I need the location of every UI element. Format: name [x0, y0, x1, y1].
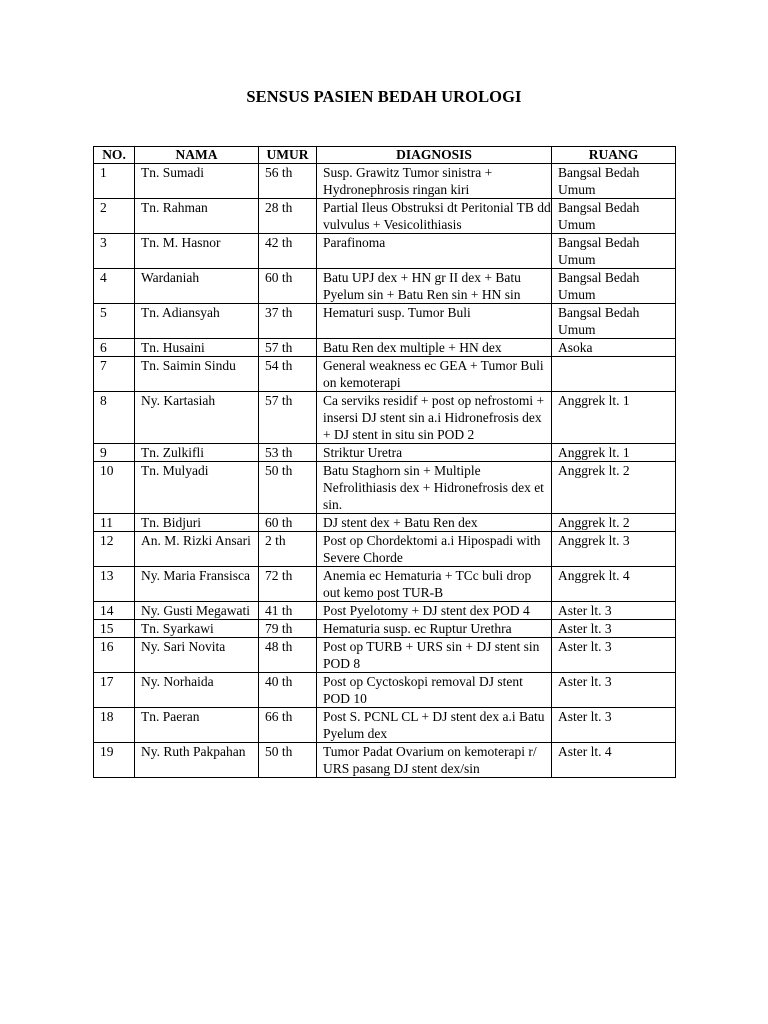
cell-umur: 60 th: [259, 514, 317, 532]
cell-nama: Tn. Sumadi: [135, 164, 259, 199]
cell-no: 10: [94, 462, 135, 514]
cell-nama: Tn. Syarkawi: [135, 620, 259, 638]
cell-umur: 66 th: [259, 708, 317, 743]
cell-ruang: Bangsal Bedah Umum: [552, 304, 676, 339]
cell-ruang: Anggrek lt. 1: [552, 392, 676, 444]
cell-umur: 60 th: [259, 269, 317, 304]
table-row: [94, 602, 676, 620]
cell-nama: Ny. Ruth Pakpahan: [135, 743, 259, 778]
cell-nama: Tn. Rahman: [135, 199, 259, 234]
column-header-ruang: RUANG: [552, 147, 676, 164]
cell-no: 4: [94, 269, 135, 304]
table-row: [94, 164, 676, 199]
cell-ruang: Bangsal Bedah Umum: [552, 269, 676, 304]
table-row: [94, 620, 676, 638]
cell-no: 17: [94, 673, 135, 708]
cell-umur: 72 th: [259, 567, 317, 602]
cell-no: 1: [94, 164, 135, 199]
cell-diagnosis: Post op Cyctoskopi removal DJ stent POD 10: [317, 673, 552, 708]
cell-no: 3: [94, 234, 135, 269]
column-header-umur: UMUR: [259, 147, 317, 164]
cell-ruang: [552, 357, 676, 392]
cell-nama: Ny. Gusti Megawati: [135, 602, 259, 620]
table-row: [94, 532, 676, 567]
cell-ruang: Aster lt. 3: [552, 673, 676, 708]
cell-ruang: Bangsal Bedah Umum: [552, 164, 676, 199]
cell-ruang: Aster lt. 3: [552, 620, 676, 638]
column-header-diagnosis: DIAGNOSIS: [317, 147, 552, 164]
table-row: [94, 638, 676, 673]
cell-diagnosis: Susp. Grawitz Tumor sinistra + Hydronephrosis ringan kiri: [317, 164, 552, 199]
cell-ruang: Asoka: [552, 339, 676, 357]
table-row: [94, 514, 676, 532]
cell-no: 6: [94, 339, 135, 357]
cell-nama: Tn. Zulkifli: [135, 444, 259, 462]
cell-umur: 57 th: [259, 339, 317, 357]
cell-no: 16: [94, 638, 135, 673]
cell-diagnosis: Batu Staghorn sin + Multiple Nefrolithiasis dex + Hidronefrosis dex et sin.: [317, 462, 552, 514]
cell-diagnosis: Hematuri susp. Tumor Buli: [317, 304, 552, 339]
cell-diagnosis: Post Pyelotomy + DJ stent dex POD 4: [317, 602, 552, 620]
cell-no: 14: [94, 602, 135, 620]
table-row: [94, 743, 676, 778]
table-row: [94, 269, 676, 304]
cell-no: 9: [94, 444, 135, 462]
table-row: [94, 708, 676, 743]
cell-no: 7: [94, 357, 135, 392]
cell-diagnosis: Post S. PCNL CL + DJ stent dex a.i Batu Pyelum dex: [317, 708, 552, 743]
cell-umur: 79 th: [259, 620, 317, 638]
cell-diagnosis: Striktur Uretra: [317, 444, 552, 462]
cell-nama: Wardaniah: [135, 269, 259, 304]
cell-ruang: Aster lt. 3: [552, 638, 676, 673]
table-row: [94, 357, 676, 392]
table-body: [94, 164, 676, 778]
cell-umur: 37 th: [259, 304, 317, 339]
cell-umur: 57 th: [259, 392, 317, 444]
cell-diagnosis: Batu Ren dex multiple + HN dex: [317, 339, 552, 357]
cell-no: 5: [94, 304, 135, 339]
cell-no: 2: [94, 199, 135, 234]
table-row: [94, 462, 676, 514]
cell-no: 15: [94, 620, 135, 638]
column-header-nama: NAMA: [135, 147, 259, 164]
cell-diagnosis: General weakness ec GEA + Tumor Buli on kemoterapi: [317, 357, 552, 392]
cell-nama: Tn. Adiansyah: [135, 304, 259, 339]
cell-nama: Ny. Sari Novita: [135, 638, 259, 673]
cell-nama: Tn. Mulyadi: [135, 462, 259, 514]
cell-nama: Tn. Bidjuri: [135, 514, 259, 532]
cell-ruang: Anggrek lt. 2: [552, 514, 676, 532]
cell-nama: Tn. M. Hasnor: [135, 234, 259, 269]
table-row: [94, 234, 676, 269]
cell-umur: 48 th: [259, 638, 317, 673]
cell-diagnosis: Batu UPJ dex + HN gr II dex + Batu Pyelum sin + Batu Ren sin + HN sin: [317, 269, 552, 304]
cell-nama: Tn. Husaini: [135, 339, 259, 357]
cell-nama: Ny. Norhaida: [135, 673, 259, 708]
table-row: [94, 673, 676, 708]
patient-census-table: [93, 146, 676, 778]
cell-ruang: Anggrek lt. 2: [552, 462, 676, 514]
cell-no: 8: [94, 392, 135, 444]
table-row: [94, 567, 676, 602]
cell-no: 13: [94, 567, 135, 602]
cell-ruang: Aster lt. 4: [552, 743, 676, 778]
cell-ruang: Bangsal Bedah Umum: [552, 234, 676, 269]
cell-ruang: Anggrek lt. 3: [552, 532, 676, 567]
cell-umur: 56 th: [259, 164, 317, 199]
cell-umur: 42 th: [259, 234, 317, 269]
cell-no: 19: [94, 743, 135, 778]
table-row: [94, 339, 676, 357]
cell-diagnosis: Anemia ec Hematuria + TCc buli drop out kemo post TUR-B: [317, 567, 552, 602]
cell-diagnosis: Post op Chordektomi a.i Hipospadi with Severe Chorde: [317, 532, 552, 567]
cell-diagnosis: Ca serviks residif + post op nefrostomi + insersi DJ stent sin a.i Hidronefrosis dex + DJ stent in situ sin POD 2: [317, 392, 552, 444]
cell-no: 12: [94, 532, 135, 567]
page-title: SENSUS PASIEN BEDAH UROLOGI: [246, 87, 522, 106]
table-row: [94, 199, 676, 234]
cell-nama: Ny. Kartasiah: [135, 392, 259, 444]
cell-no: 18: [94, 708, 135, 743]
table-row: [94, 444, 676, 462]
table-row: [94, 304, 676, 339]
cell-umur: 2 th: [259, 532, 317, 567]
cell-umur: 53 th: [259, 444, 317, 462]
cell-diagnosis: DJ stent dex + Batu Ren dex: [317, 514, 552, 532]
cell-umur: 54 th: [259, 357, 317, 392]
cell-diagnosis: Parafinoma: [317, 234, 552, 269]
cell-umur: 28 th: [259, 199, 317, 234]
cell-nama: Tn. Paeran: [135, 708, 259, 743]
table-header-row: [94, 147, 676, 164]
cell-ruang: Bangsal Bedah Umum: [552, 199, 676, 234]
cell-diagnosis: Partial Ileus Obstruksi dt Peritonial TB dd vulvulus + Vesicolithiasis: [317, 199, 552, 234]
cell-ruang: Anggrek lt. 1: [552, 444, 676, 462]
cell-ruang: Aster lt. 3: [552, 708, 676, 743]
table-row: [94, 392, 676, 444]
cell-nama: An. M. Rizki Ansari: [135, 532, 259, 567]
cell-ruang: Anggrek lt. 4: [552, 567, 676, 602]
cell-umur: 50 th: [259, 462, 317, 514]
cell-nama: Ny. Maria Fransisca: [135, 567, 259, 602]
cell-umur: 50 th: [259, 743, 317, 778]
cell-diagnosis: Tumor Padat Ovarium on kemoterapi r/ URS pasang DJ stent dex/sin: [317, 743, 552, 778]
cell-umur: 40 th: [259, 673, 317, 708]
cell-ruang: Aster lt. 3: [552, 602, 676, 620]
cell-diagnosis: Post op TURB + URS sin + DJ stent sin POD 8: [317, 638, 552, 673]
column-header-no: NO.: [94, 147, 135, 164]
cell-umur: 41 th: [259, 602, 317, 620]
cell-diagnosis: Hematuria susp. ec Ruptur Urethra: [317, 620, 552, 638]
cell-nama: Tn. Saimin Sindu: [135, 357, 259, 392]
cell-no: 11: [94, 514, 135, 532]
